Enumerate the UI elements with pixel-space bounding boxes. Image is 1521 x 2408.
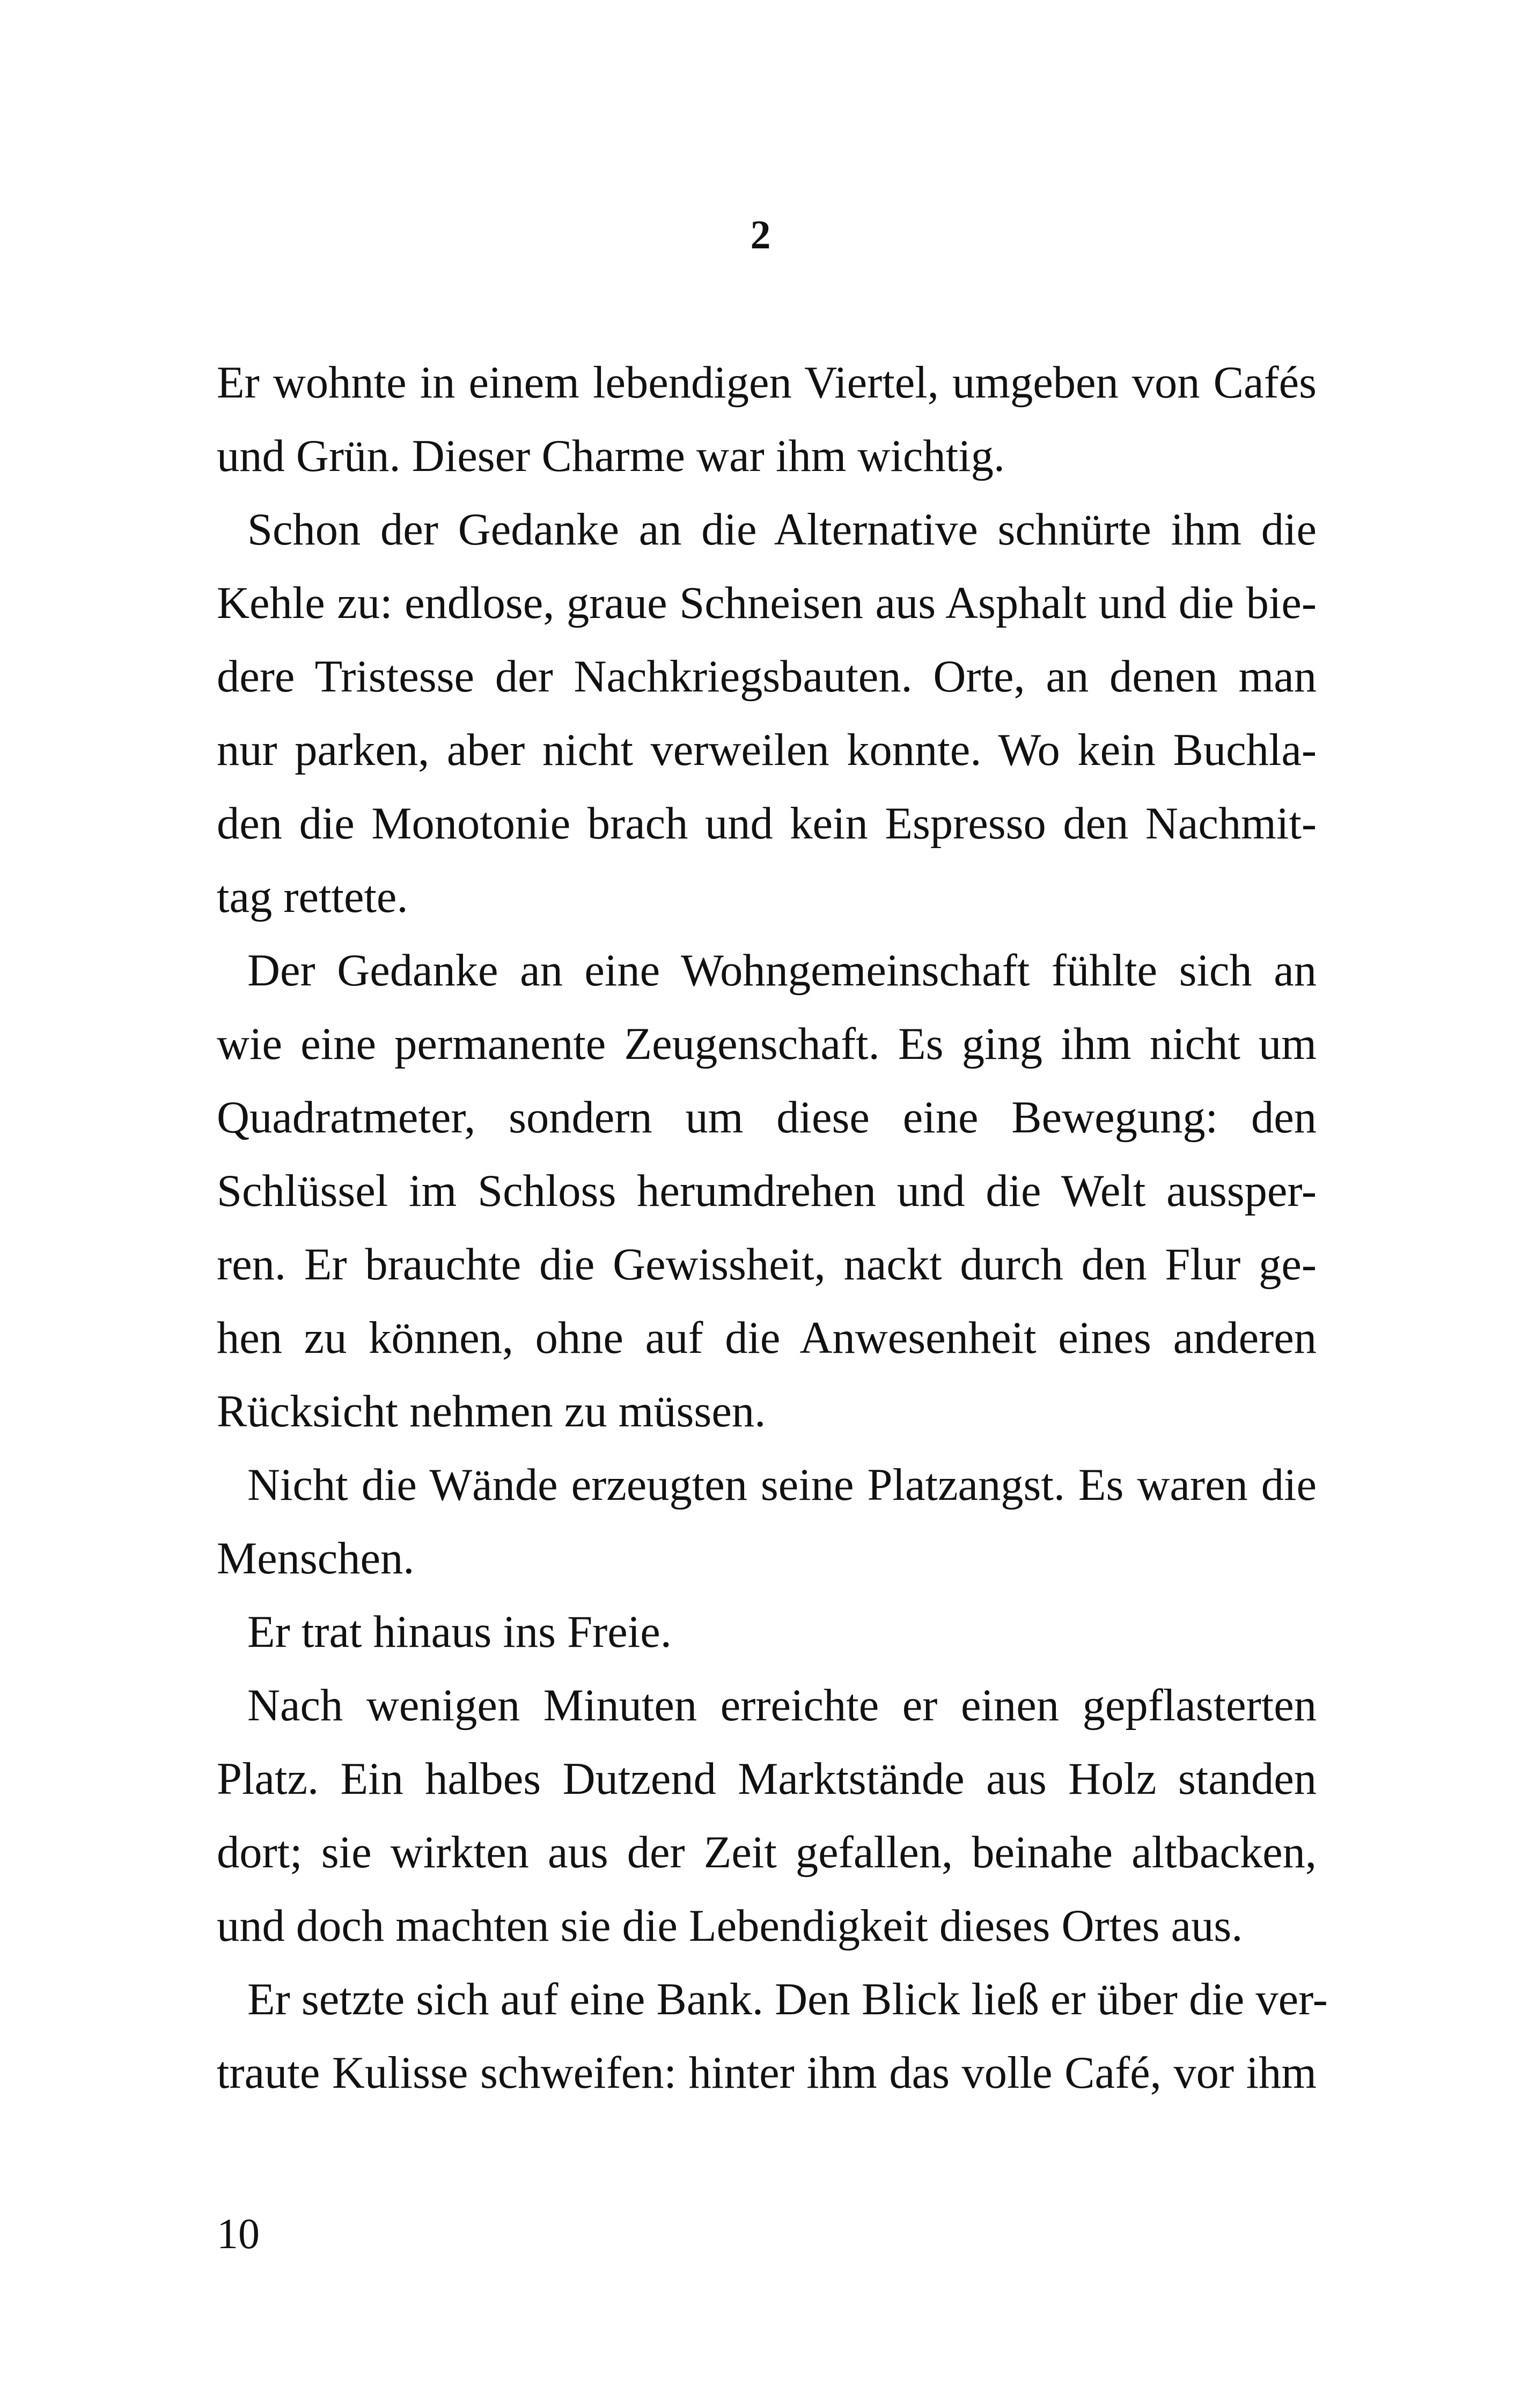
text-line: ren. Er brauchte die Gewissheit, nackt durch den Flur ge- bbox=[217, 1240, 1317, 1290]
text-line: Der Gedanke an eine Wohngemeinschaft fühlte sich an bbox=[247, 946, 1317, 996]
paragraph bbox=[217, 1448, 1317, 1595]
text-line: Platz. Ein halbes Dutzend Marktstände aus Holz standen bbox=[217, 1754, 1317, 1804]
text-line: Rücksicht nehmen zu müssen. bbox=[217, 1387, 766, 1437]
text-line: Er wohnte in einem lebendigen Viertel, umgeben von Cafés bbox=[217, 358, 1317, 408]
text-line: Kehle zu: endlose, graue Schneisen aus Asphalt und die bie- bbox=[217, 578, 1317, 628]
paragraph bbox=[217, 934, 1317, 1448]
text-line: Nach wenigen Minuten erreichte er einen gepflasterten bbox=[247, 1681, 1317, 1730]
text-line: Nicht die Wände erzeugten seine Platzangst. Es waren die bbox=[247, 1460, 1317, 1510]
text-line: traute Kulisse schweifen: hinter ihm das volle Café, vor ihm bbox=[217, 2048, 1317, 2098]
text-line: tag rettete. bbox=[217, 872, 408, 922]
paragraph bbox=[217, 1963, 1328, 2110]
text-line: Er trat hinaus ins Freie. bbox=[247, 1607, 672, 1657]
text-line: Schon der Gedanke an die Alternative schnürte ihm die bbox=[247, 505, 1317, 555]
text-line: Er setzte sich auf eine Bank. Den Blick ließ er über die ver- bbox=[247, 1975, 1328, 2024]
text-line: den die Monotonie brach und kein Espresso den Nachmit- bbox=[217, 799, 1317, 849]
page-number: 10 bbox=[217, 2211, 260, 2258]
body-text bbox=[217, 346, 1328, 2110]
text-line: und doch machten sie die Lebendigkeit dieses Ortes aus. bbox=[217, 1901, 1243, 1951]
paragraph bbox=[217, 1595, 1317, 1669]
text-line: wie eine permanente Zeugenschaft. Es ging ihm nicht um bbox=[217, 1019, 1317, 1069]
text-line: dere Tristesse der Nachkriegsbauten. Orte, an denen man bbox=[217, 652, 1317, 702]
text-line: Quadratmeter, sondern um diese eine Bewegung: den bbox=[217, 1093, 1317, 1143]
paragraph bbox=[217, 346, 1317, 493]
text-line: Schlüssel im Schloss herumdrehen und die Welt aussper- bbox=[217, 1166, 1317, 1216]
chapter-number: 2 bbox=[750, 212, 771, 257]
text-line: Menschen. bbox=[217, 1534, 415, 1584]
paragraph bbox=[217, 493, 1317, 934]
text-line: dort; sie wirkten aus der Zeit gefallen, beinahe altbacken, bbox=[217, 1828, 1317, 1877]
text-line: und Grün. Dieser Charme war ihm wichtig. bbox=[217, 431, 1005, 481]
text-line: nur parken, aber nicht verweilen konnte. Wo kein Buchla- bbox=[217, 725, 1317, 775]
paragraph bbox=[217, 1669, 1317, 1963]
text-line: hen zu können, ohne auf die Anwesenheit eines anderen bbox=[217, 1313, 1317, 1363]
